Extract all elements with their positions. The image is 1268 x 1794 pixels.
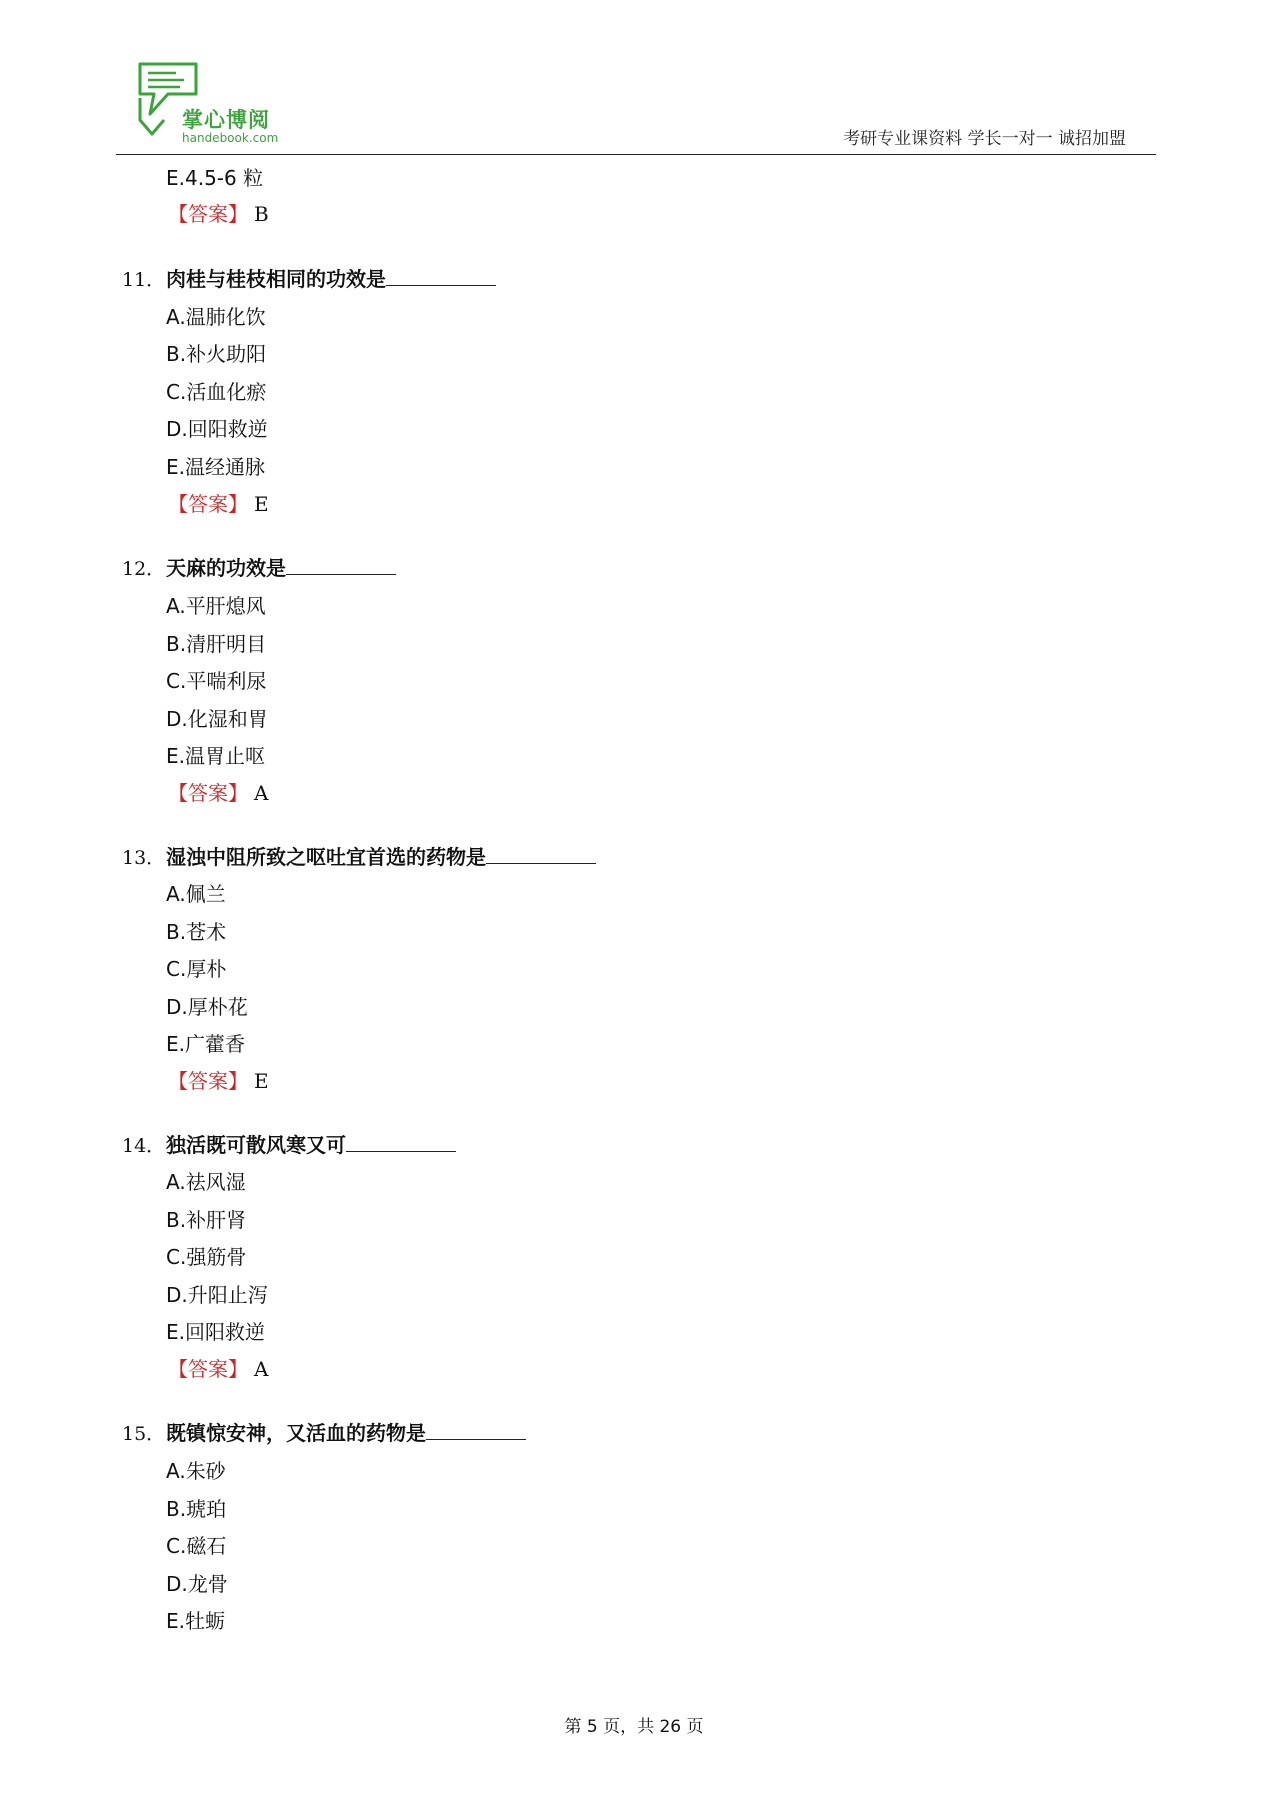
option-item: E.温经通脉 — [166, 455, 265, 479]
question-number: 13． — [122, 847, 166, 869]
question-text: 既镇惊安神，又活血的药物是 — [166, 1421, 426, 1445]
option-item: D.升阳止泻 — [166, 1283, 268, 1307]
option-item: C.厚朴 — [166, 957, 227, 981]
answer-line — [168, 492, 269, 516]
answer-blank — [346, 1133, 456, 1152]
question-text: 独活既可散风寒又可 — [166, 1133, 346, 1157]
answer-value: A — [254, 781, 269, 805]
option-item: B.补肝肾 — [166, 1208, 247, 1232]
answer-line — [168, 202, 269, 226]
option-item: A.温肺化饮 — [166, 305, 266, 329]
question-text: 湿浊中阻所致之呕吐宜首选的药物是 — [166, 845, 486, 869]
logo-brand-text: 掌心博阅 — [182, 108, 270, 132]
question-number: 15． — [122, 1423, 166, 1445]
question-text: 肉桂与桂枝相同的功效是 — [166, 267, 386, 291]
option-item: E.回阳救逆 — [166, 1320, 265, 1344]
answer-line — [168, 1069, 269, 1093]
answer-blank — [426, 1421, 526, 1440]
answer-line — [168, 1357, 268, 1381]
answer-bracket: 【答案】 — [168, 492, 248, 516]
answer-value: E — [254, 1069, 269, 1093]
option-item: C.活血化瘀 — [166, 380, 267, 404]
answer-blank — [386, 267, 496, 286]
question-stem — [122, 267, 496, 292]
question-text: 天麻的功效是 — [166, 556, 286, 580]
logo-domain-text: handebook.com — [182, 131, 279, 145]
question-number: 12． — [122, 558, 166, 580]
option-item: A.朱砂 — [166, 1459, 226, 1483]
option-item: D.回阳救逆 — [166, 417, 268, 441]
answer-blank — [486, 845, 596, 864]
option-item: A.平肝熄风 — [166, 594, 266, 618]
option-item: B.清肝明目 — [166, 632, 267, 656]
page-header — [116, 58, 1156, 158]
question-number: 14． — [122, 1135, 166, 1157]
handebook-logo — [136, 58, 286, 148]
page-number: 第 5 页，共 26 页 — [564, 1717, 704, 1737]
option-item: B.补火助阳 — [166, 342, 267, 366]
option-item: A.佩兰 — [166, 882, 226, 906]
question-stem — [122, 845, 596, 870]
question-stem — [122, 1133, 456, 1158]
answer-value: B — [254, 202, 269, 226]
answer-bracket: 【答案】 — [168, 1069, 248, 1093]
option-item: B.琥珀 — [166, 1497, 227, 1521]
answer-blank — [286, 556, 396, 575]
option-item: E.温胃止呕 — [166, 744, 265, 768]
answer-bracket: 【答案】 — [168, 202, 248, 226]
option-item: D.化湿和胃 — [166, 707, 268, 731]
question-stem — [122, 1421, 526, 1446]
option-item: E.广藿香 — [166, 1032, 245, 1056]
answer-value: A — [254, 1357, 269, 1381]
answer-value: E — [254, 492, 269, 516]
option-item: C.强筋骨 — [166, 1245, 247, 1269]
option-item: D.厚朴花 — [166, 995, 248, 1019]
option-item: B.苍术 — [166, 920, 227, 944]
header-divider — [116, 154, 1156, 155]
option-item: A.祛风湿 — [166, 1170, 246, 1194]
answer-bracket: 【答案】 — [168, 1357, 248, 1381]
option-item: C.平喘利尿 — [166, 669, 267, 693]
option-item: C.磁石 — [166, 1534, 227, 1558]
header-tagline: 考研专业课资料 学长一对一 诚招加盟 — [843, 129, 1126, 149]
answer-bracket: 【答案】 — [168, 781, 248, 805]
question-stem — [122, 556, 396, 581]
option-item: D.龙骨 — [166, 1572, 228, 1596]
option-item: E.牡蛎 — [166, 1609, 225, 1633]
answer-line — [168, 781, 268, 805]
question-number: 11． — [122, 269, 166, 291]
option-item: E.4.5-6 粒 — [166, 166, 264, 190]
